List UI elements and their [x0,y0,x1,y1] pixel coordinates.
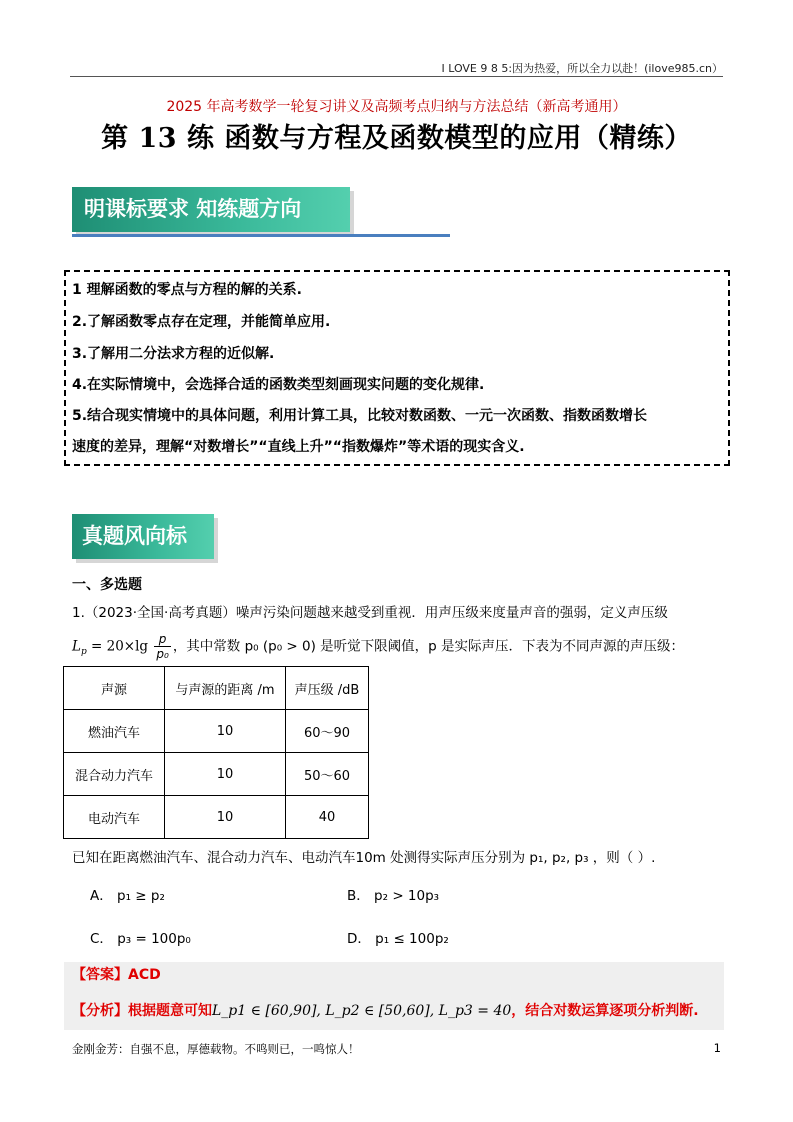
doc-title: 第 13 练 函数与方程及函数模型的应用（精练） [101,123,692,154]
header-tagline: I LOVE 9 8 5:因为热爱，所以全力以赴！(ilove985.cn） [441,62,723,75]
table-header-row [64,667,369,710]
question-formula-line [72,632,684,661]
answer-line: 【答案】ACD [72,967,161,983]
section-banner-requirements: 明课标要求 知练题方向 [72,187,350,232]
table-cell: 50～60 [286,753,369,796]
table-header-cell: 声源 [64,667,165,710]
table-header-cell: 声压级 /dB [286,667,369,710]
table-cell: 10 [165,710,286,753]
analysis-line [72,1000,699,1020]
table-cell: 10 [165,753,286,796]
question-condition: 已知在距离燃油汽车、混合动力汽车、电动汽车10m 处测得实际声压分别为 p₁, p₂, p₃ ，则（ ）. [72,850,656,866]
formula-lhs: L [72,638,81,655]
analysis-math: L_p1 ∈ [60,90], L_p2 ∈ [50,60], L_p3 = 40 [212,1003,512,1019]
fraction-denominator: p₀ [156,647,169,661]
option-d[interactable]: D． p₁ ≤ 100p₂ [347,931,449,947]
footer-motto: 金刚金芳：自强不息，厚德载物。不鸣则已，一鸣惊人！ [72,1042,360,1056]
option-c[interactable]: C． p₃ = 100p₀ [90,931,191,947]
requirement-item: 4.在实际情境中，会选择合适的函数类型刻画现实问题的变化规律. [72,377,485,393]
table-row [64,753,369,796]
table-header-cell: 与声源的距离 /m [165,667,286,710]
requirement-item: 速度的差异，理解“对数增长”“直线上升”“指数爆炸”等术语的现实含义. [72,439,525,455]
formula-tail: ，其中常数 p₀ (p₀ > 0) 是听觉下限阈值，p 是实际声压．下表为不同声源的声压级： [172,638,685,655]
analysis-label: 【分析】根据题意可知 [72,1003,212,1019]
formula-eq: = 20×lg [86,638,149,655]
question-intro: 1.（2023·全国·高考真题）噪声污染问题越来越受到重视．用声压级来度量声音的强弱，定义声压级 [72,605,668,621]
requirement-item: 3.了解用二分法求方程的近似解. [72,346,275,362]
requirement-item: 5.结合现实情境中的具体问题，利用计算工具，比较对数函数、一元一次函数、指数函数增长 [72,408,648,424]
banner-underline [72,234,450,237]
doc-subtitle: 2025 年高考数学一轮复习讲义及高频考点归纳与方法总结（新高考通用） [166,99,627,115]
table-cell: 电动汽车 [64,796,165,839]
question-type-heading: 一、多选题 [72,577,142,593]
formula-fraction [154,632,170,661]
table-cell: 混合动力汽车 [64,753,165,796]
option-a[interactable]: A． p₁ ≥ p₂ [90,888,165,904]
table-cell: 10 [165,796,286,839]
requirement-item: 1 理解函数的零点与方程的解的关系. [72,282,302,298]
requirement-item: 2.了解函数零点存在定理，并能简单应用. [72,314,331,330]
table-row [64,796,369,839]
section-banner-exam: 真题风向标 [72,514,214,559]
option-b[interactable]: B． p₂ > 10p₃ [347,888,440,904]
table-row [64,710,369,753]
header-divider [70,76,723,77]
table-cell: 燃油汽车 [64,710,165,753]
table-cell: 60～90 [286,710,369,753]
formula-subscript: p [80,647,87,658]
fraction-numerator: p [154,632,170,647]
table-cell: 40 [286,796,369,839]
page-number: 1 [713,1041,721,1055]
analysis-tail: ，结合对数运算逐项分析判断. [511,1003,699,1019]
sound-level-table [63,666,369,839]
